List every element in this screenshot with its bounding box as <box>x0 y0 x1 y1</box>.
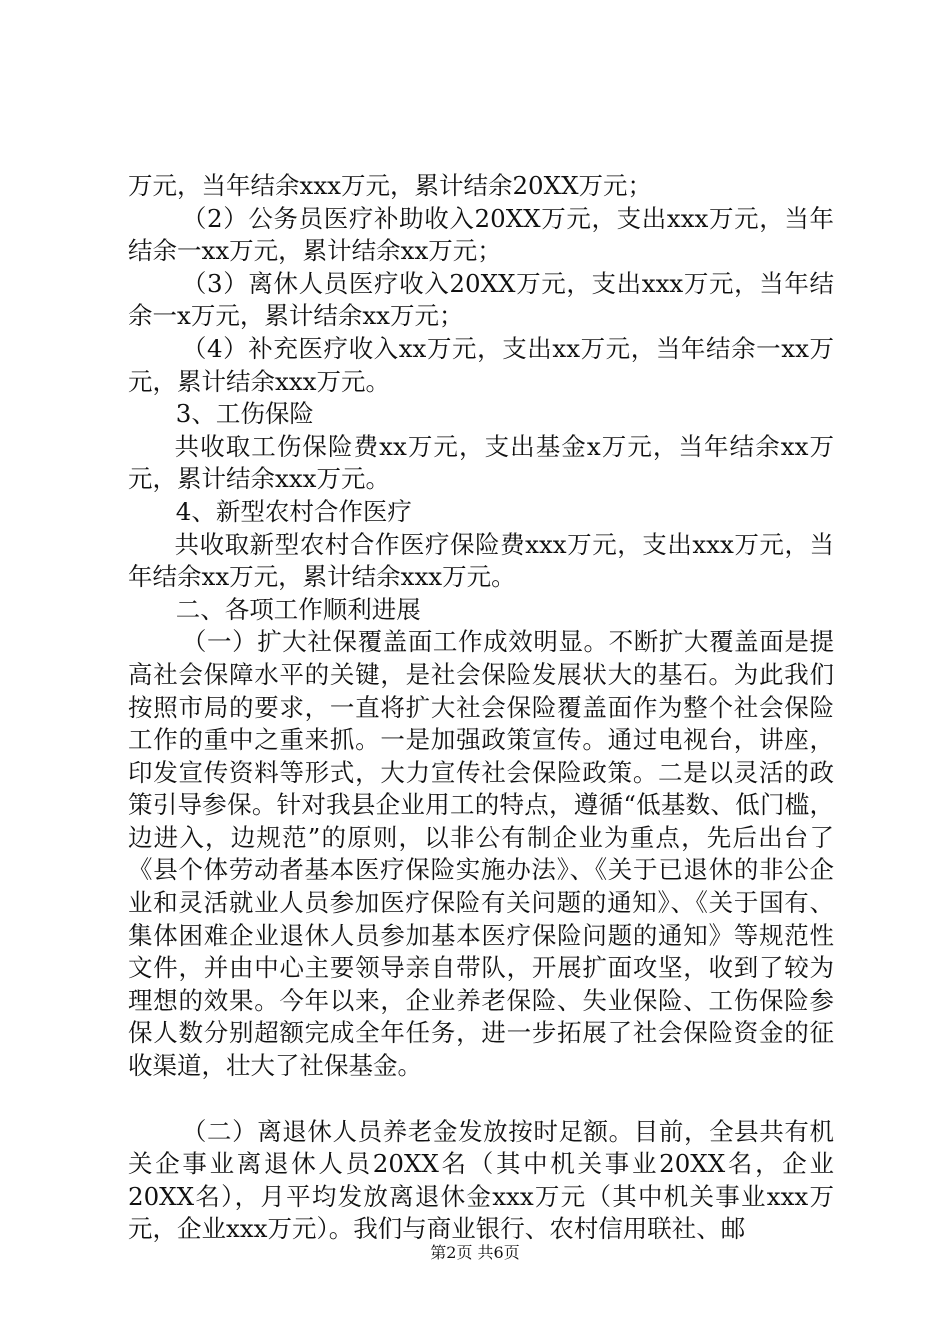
paragraph-supplementary-medical: （4）补充医疗收入xx万元，支出xx万元，当年结余一xx万元，累计结余xxx万元。 <box>128 333 834 396</box>
paragraph-civil-servant-medical: （2）公务员医疗补助收入20XX万元，支出xxx万元，当年结余一xx万元，累计结余xx万元； <box>128 203 834 266</box>
heading-work-injury-insurance: 3、工伤保险 <box>175 399 314 429</box>
paragraph-coverage-expansion: （一）扩大社保覆盖面工作成效明显。不断扩大覆盖面是提高社会保障水平的关键，是社会保险发展状大的基石。为此我们按照市局的要求，一直将扩大社会保险覆盖面作为整个社会保险工作的重中之重来抓。一是加强政策宣传。通过电视台，讲座，印发宣传资料等形式，大力宣传社会保险政策。二是以灵活的政策引导参保。针对我县企业用工的特点，遵循“低基数、低门槛，边进入，边规范”的原则，以非公有制企业为重点，先后出台了《县个体劳动者基本医疗保险实施办法》、《关于已退休的非公企业和灵活就业人员参加医疗保险有关问题的通知》、《关于国有、集体困难企业退休人员参加基本医疗保险问题的通知》等规范性文件，并由中心主要领导亲自带队，开展扩面攻坚，收到了较为理想的效果。今年以来，企业养老保险、失业保险、工伤保险参保人数分别超额完成全年任务，进一步拓展了社会保险资金的征收渠道，壮大了社保基金。 <box>128 627 834 1081</box>
page-number-footer: 第2页 共6页 <box>430 1243 520 1262</box>
heading-rural-cooperative-medical: 4、新型农村合作医疗 <box>175 496 412 526</box>
paragraph-retired-medical: （3）离休人员医疗收入20XX万元，支出xxx万元，当年结余一x万元，累计结余xx万元； <box>128 268 834 331</box>
paragraph-gap <box>128 1083 834 1116</box>
paragraph-work-injury-insurance: 共收取工伤保险费xx万元，支出基金x万元，当年结余xx万元，累计结余xxx万元。 <box>128 431 834 494</box>
heading-work-progress: 二、各项工作顺利进展 <box>175 594 421 624</box>
document-body <box>128 170 834 1246</box>
paragraph-balance-summary: 万元，当年结余xxx万元，累计结余20XX万元； <box>128 171 653 200</box>
paragraph-rural-cooperative-medical: 共收取新型农村合作医疗保险费xxx万元，支出xxx万元，当年结余xx万元，累计结余xxx万元。 <box>128 529 834 592</box>
paragraph-pension-payment: （二）离退休人员养老金发放按时足额。目前，全县共有机关企事业离退休人员20XX名（其中机关事业20XX名，企业20XX名），月平均发放离退休金xxx万元（其中机关事业xxx万元，企业xxx万元）。我们与商业银行、农村信用联社、邮 <box>128 1116 834 1244</box>
